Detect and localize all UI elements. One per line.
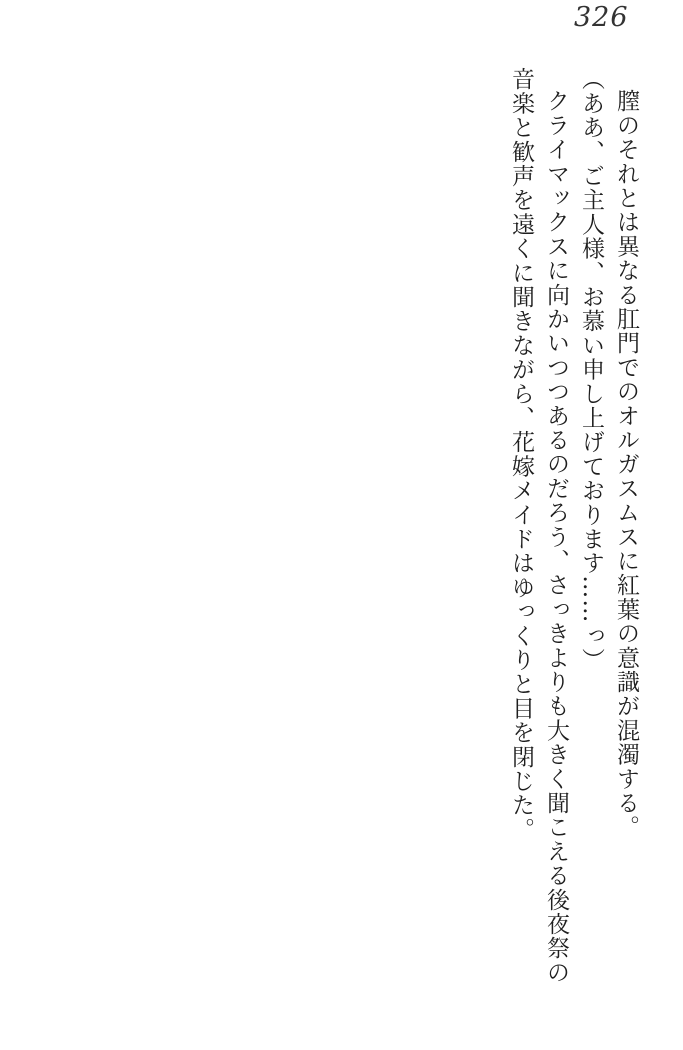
text-line-3: クライマックスに向かいつつあるのだろう、さっきよりも大きく聞こえる後夜祭の bbox=[543, 89, 569, 985]
body-text bbox=[503, 67, 643, 991]
text-line-4: 音楽と歓声を遠くに聞きながら、花嫁メイドはゆっくりと目を閉じた。 bbox=[508, 67, 534, 842]
page-number: 326 bbox=[574, 2, 629, 33]
text-line-2: （ああ、ご主人様、お慕い申し上げております……っ） bbox=[578, 67, 604, 672]
text-line-1: 膣のそれとは異なる肛門でのオルガスムスに紅葉の意識が混濁する。 bbox=[613, 89, 639, 840]
